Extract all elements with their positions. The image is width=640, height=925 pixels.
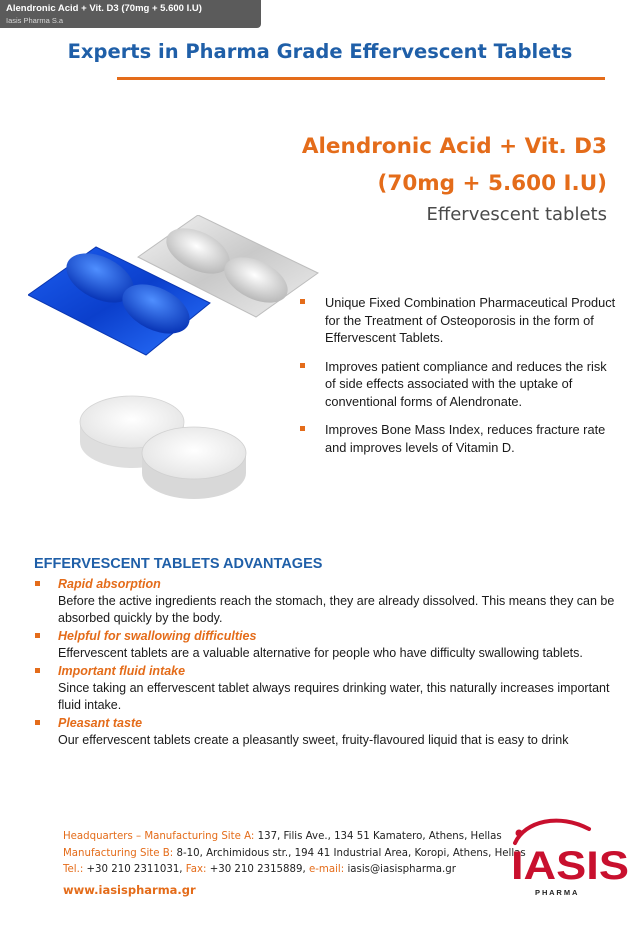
headline-divider	[117, 77, 605, 80]
feature-item: Improves patient compliance and reduces the risk of side effects associated with the uptake of conventional forms of Alendronate.	[298, 358, 618, 411]
headquarters-line: Headquarters – Manufacturing Site A: 137, Filis Ave., 134 51 Kamatero, Athens, Hellas	[63, 831, 502, 842]
site-b-line: Manufacturing Site B: 8-10, Archimidous str., 194 41 Industrial Area, Koropi, Athens, Hellas	[63, 847, 526, 859]
feature-list	[298, 294, 618, 467]
bullet-icon	[300, 299, 305, 304]
advantage-heading: Important fluid intake	[58, 664, 186, 678]
contact-footer	[63, 829, 526, 898]
advantage-item	[34, 576, 624, 627]
logo-tagline: P H A R M A	[535, 888, 578, 897]
product-title-line1: Alendronic Acid + Vit. D3	[301, 134, 607, 159]
website-link[interactable]: www.iasispharma.gr	[63, 882, 196, 897]
advantage-body: Before the active ingredients reach the stomach, they are already dissolved. This means they can be absorbed quickly by the body.	[58, 594, 615, 625]
advantages-list	[34, 576, 624, 750]
advantage-heading: Rapid absorption	[58, 577, 161, 591]
phone-number: +30 210 2311031,	[86, 864, 183, 875]
advantage-item	[34, 715, 624, 749]
bullet-icon	[35, 581, 40, 586]
bullet-icon	[300, 363, 305, 368]
effervescent-tablet	[142, 427, 246, 499]
iasis-pharma-logo	[507, 815, 633, 901]
email-link[interactable]: iasis@iasispharma.gr	[347, 864, 456, 875]
product-title	[302, 128, 607, 202]
advantage-body: Effervescent tablets are a valuable alternative for people who have difficulty swallowing tablets.	[58, 646, 583, 660]
feature-item: Unique Fixed Combination Pharmaceutical Product for the Treatment of Osteoporosis in the form of Effervescent Tablets.	[298, 294, 618, 347]
feature-item: Improves Bone Mass Index, reduces fracture rate and improves levels of Vitamin D.	[298, 421, 618, 456]
bullet-icon	[35, 633, 40, 638]
advantage-item	[34, 628, 624, 662]
headline: Experts in Pharma Grade Effervescent Tablets	[67, 40, 573, 63]
advantage-item	[34, 663, 624, 714]
product-title-line2: (70mg + 5.600 I.U)	[377, 171, 607, 196]
product-illustration	[28, 215, 328, 505]
advantage-heading: Helpful for swallowing difficulties	[58, 629, 257, 643]
logo-wordmark: IASIS	[511, 844, 629, 888]
bullet-icon	[35, 668, 40, 673]
bullet-icon	[300, 426, 305, 431]
document-author: Iasis Pharma S.a	[6, 16, 64, 25]
contact-line: Tel.: +30 210 2311031, Fax: +30 210 2315889, e-mail: iasis@iasispharma.gr	[63, 864, 456, 875]
advantage-heading: Pleasant taste	[58, 716, 143, 730]
fax-number: +30 210 2315889,	[209, 864, 306, 875]
advantage-body: Since taking an effervescent tablet always requires drinking water, this naturally increases important fluid intake.	[58, 681, 610, 712]
product-subtitle: Effervescent tablets	[426, 204, 607, 225]
document-title: Alendronic Acid + Vit. D3 (70mg + 5.600 I.U)	[6, 3, 202, 14]
advantage-body: Our effervescent tablets create a pleasantly sweet, fruity-flavoured liquid that is easy to drink	[58, 733, 569, 747]
bullet-icon	[35, 720, 40, 725]
advantages-title: EFFERVESCENT TABLETS ADVANTAGES	[34, 556, 323, 572]
document-title-badge	[0, 0, 261, 28]
